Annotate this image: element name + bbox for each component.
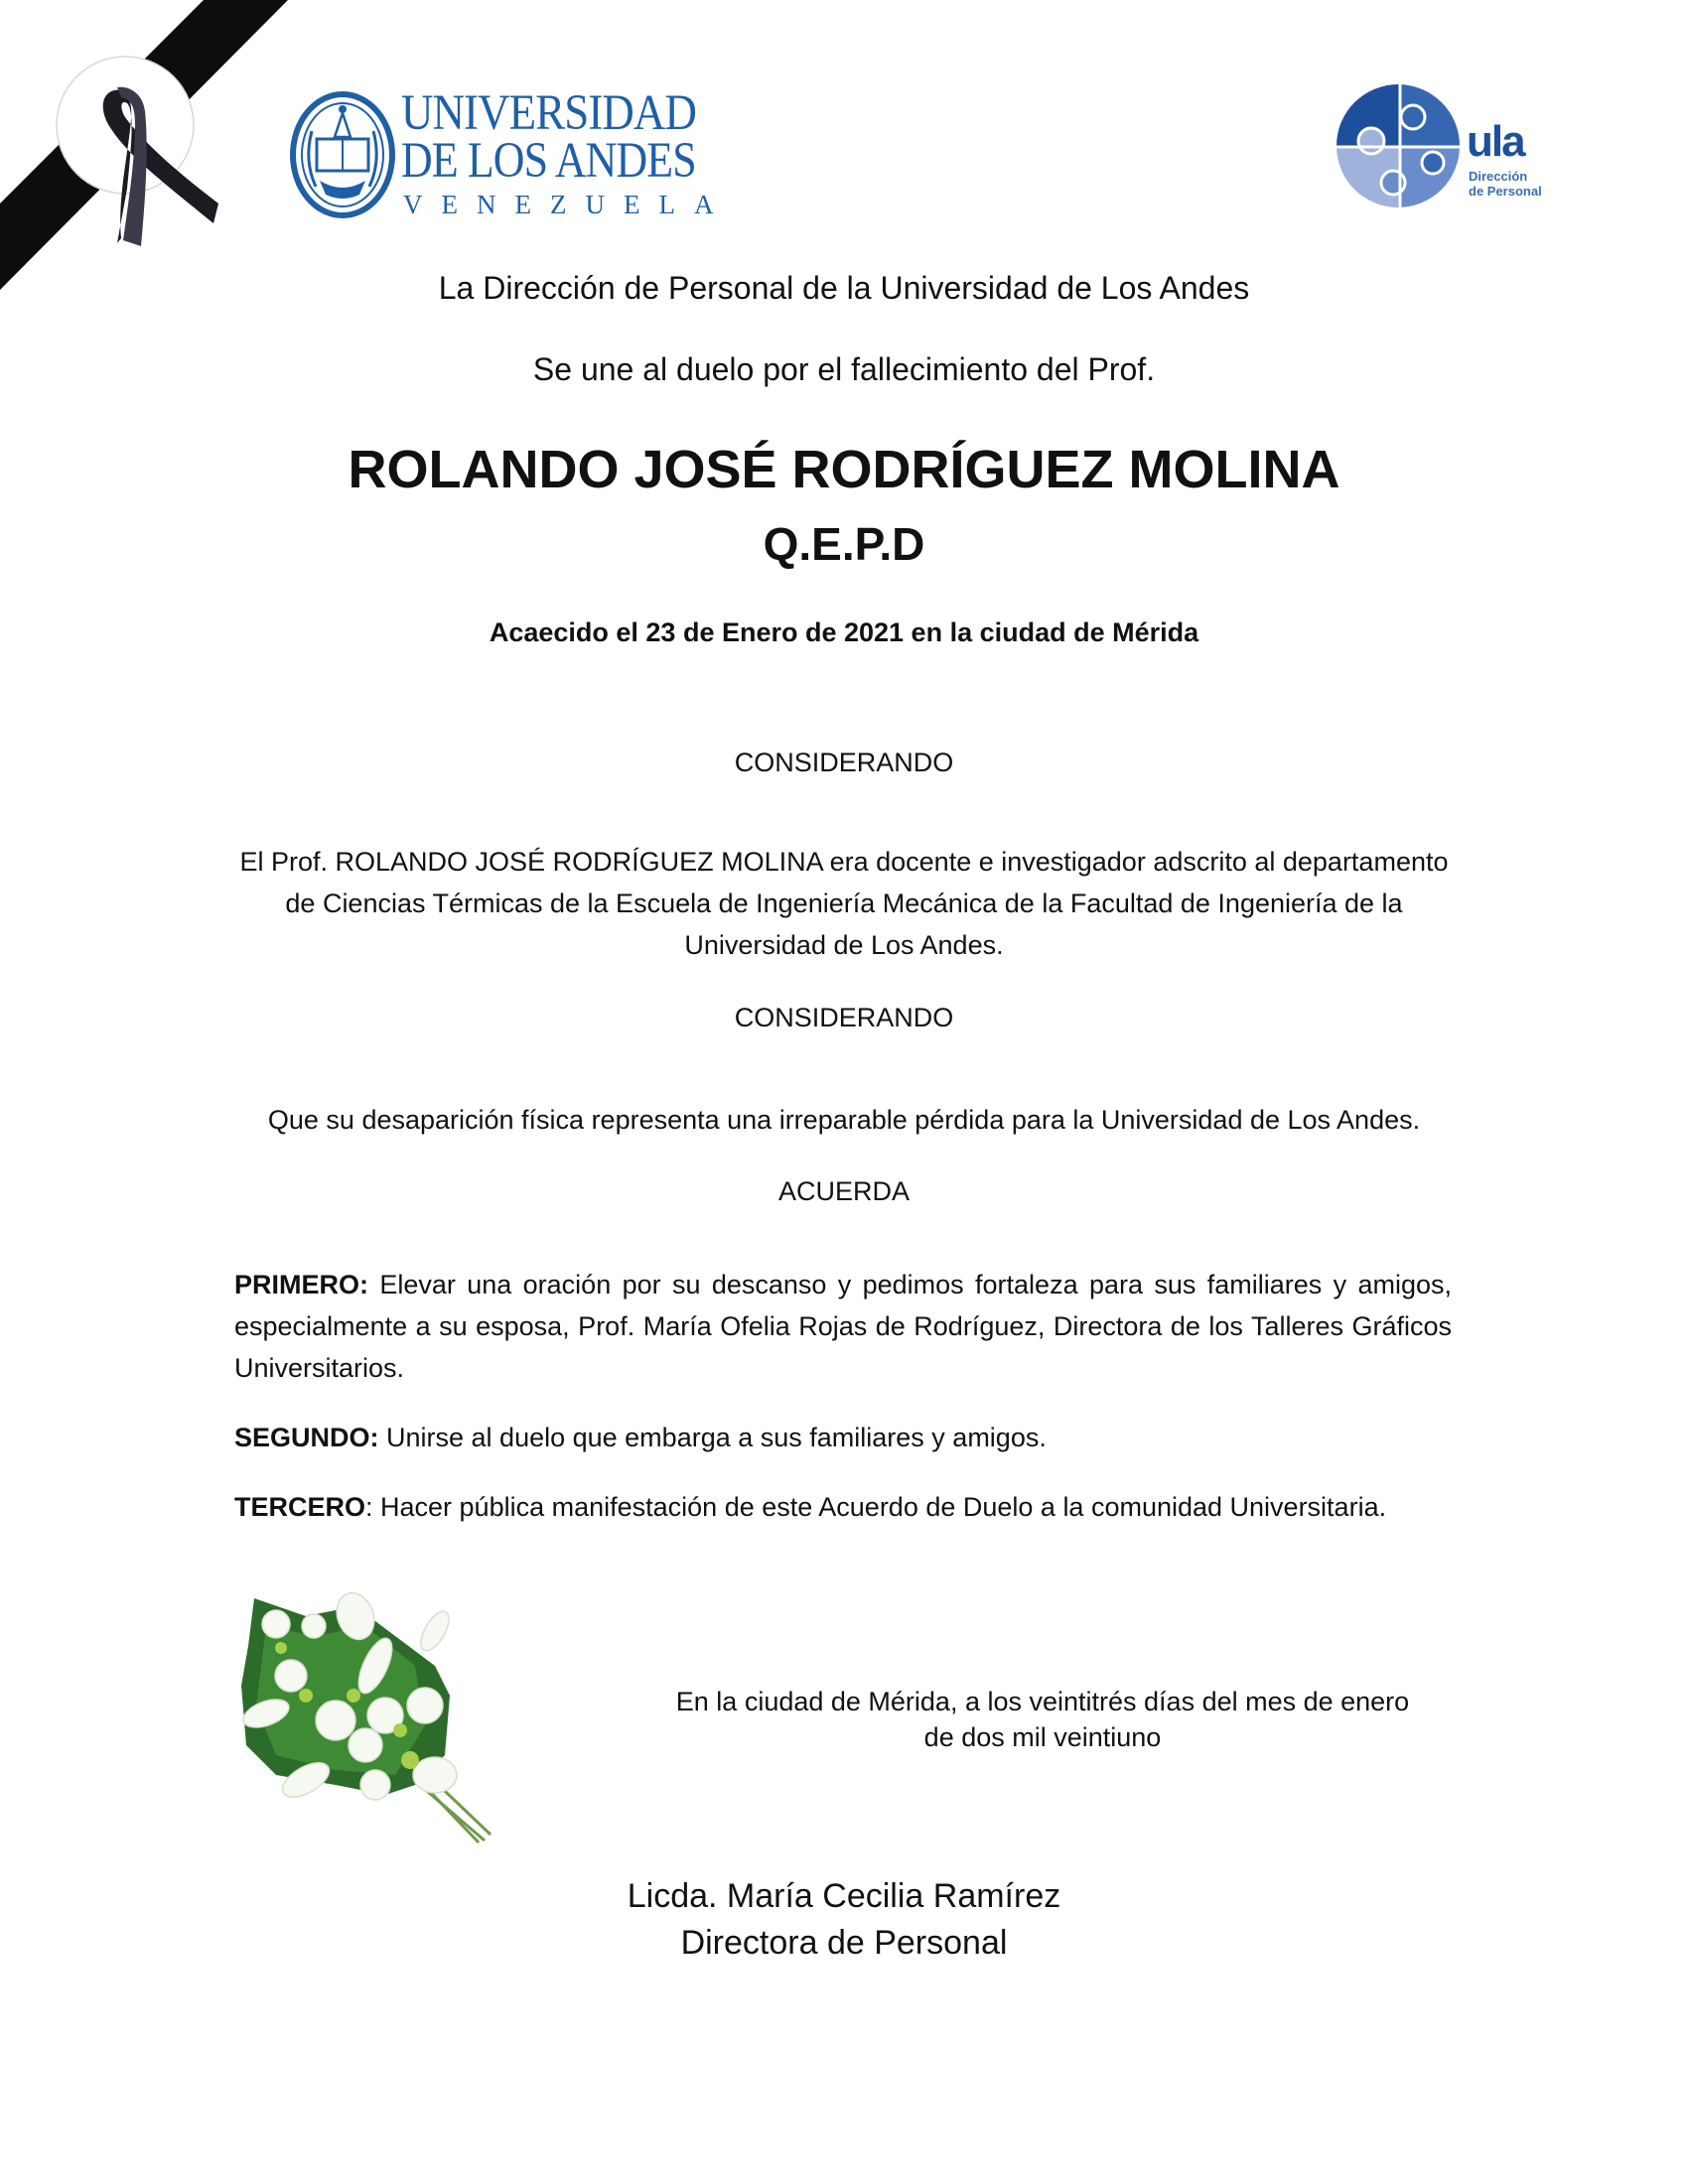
department-logo-sub1: Dirección [1469, 169, 1528, 184]
resolution-text: Unirse al duelo que embarga a sus familiares y amigos. [378, 1423, 1047, 1452]
puzzle-icon [1336, 77, 1465, 214]
considerando-heading-1: CONSIDERANDO [734, 748, 954, 777]
resolution-segundo [234, 1417, 1452, 1458]
university-logo-line2: DE LOS ANDES [401, 133, 696, 189]
university-logo [288, 85, 733, 221]
closing-line-1: En la ciudad de Mérida, a los veintitrés días del mes de enero [675, 1687, 1410, 1716]
department-logo-word: ula [1467, 117, 1524, 166]
signatory-title: Directora de Personal [680, 1924, 1008, 1962]
mourning-ribbon-icon [0, 0, 298, 298]
university-logo-line1: UNIVERSIDAD [401, 85, 696, 141]
closing-line-2: de dos mil veintiuno [923, 1722, 1162, 1752]
resolution-tercero [234, 1486, 1452, 1528]
signatory-name: Licda. María Cecilia Ramírez [627, 1877, 1061, 1915]
resolution-label: TERCERO [234, 1492, 366, 1522]
rip-abbreviation: Q.E.P.D [763, 518, 925, 570]
university-seal-icon [290, 91, 395, 218]
department-logo [1336, 77, 1564, 218]
flower-bouquet-icon [236, 1586, 494, 1844]
deceased-name: ROLANDO JOSÉ RODRÍGUEZ MOLINA [348, 440, 1340, 499]
resolution-text: Elevar una oración por su descanso y pedimos fortaleza para sus familiares y amigos, especialmente a su esposa, Prof. María Ofelia Rojas de Rodríguez, Directora de los Talleres Gráficos Universitarios. [234, 1270, 1452, 1383]
resolution-label: SEGUNDO: [234, 1423, 379, 1452]
resolution-text: : Hacer pública manifestación de este Acuerdo de Duelo a la comunidad Universitaria. [365, 1492, 1387, 1522]
considerando-heading-2: CONSIDERANDO [734, 1003, 954, 1032]
intro-line-2: Se une al duelo por el fallecimiento del Prof. [532, 351, 1156, 387]
resolution-label: PRIMERO: [234, 1270, 368, 1299]
date-of-death: Acaecido el 23 de Enero de 2021 en la ciudad de Mérida [489, 617, 1199, 647]
department-logo-sub2: de Personal [1469, 184, 1542, 199]
acuerda-heading: ACUERDA [777, 1176, 911, 1206]
resolution-primero [234, 1264, 1452, 1389]
considerando-paragraph-1: El Prof. ROLANDO JOSÉ RODRÍGUEZ MOLINA era docente e investigador adscrito al departamento de Ciencias Térmicas de la Escuela de Ingeniería Mecánica de la Facultad de Ingeniería de la Universidad de Los Andes. [239, 847, 1449, 960]
university-logo-line3: VENEZUELA [403, 190, 733, 219]
considerando-paragraph-2: Que su desaparición física representa una irreparable pérdida para la Universidad de Los Andes. [267, 1105, 1421, 1135]
intro-line-1: La Dirección de Personal de la Universidad de Los Andes [438, 270, 1250, 306]
